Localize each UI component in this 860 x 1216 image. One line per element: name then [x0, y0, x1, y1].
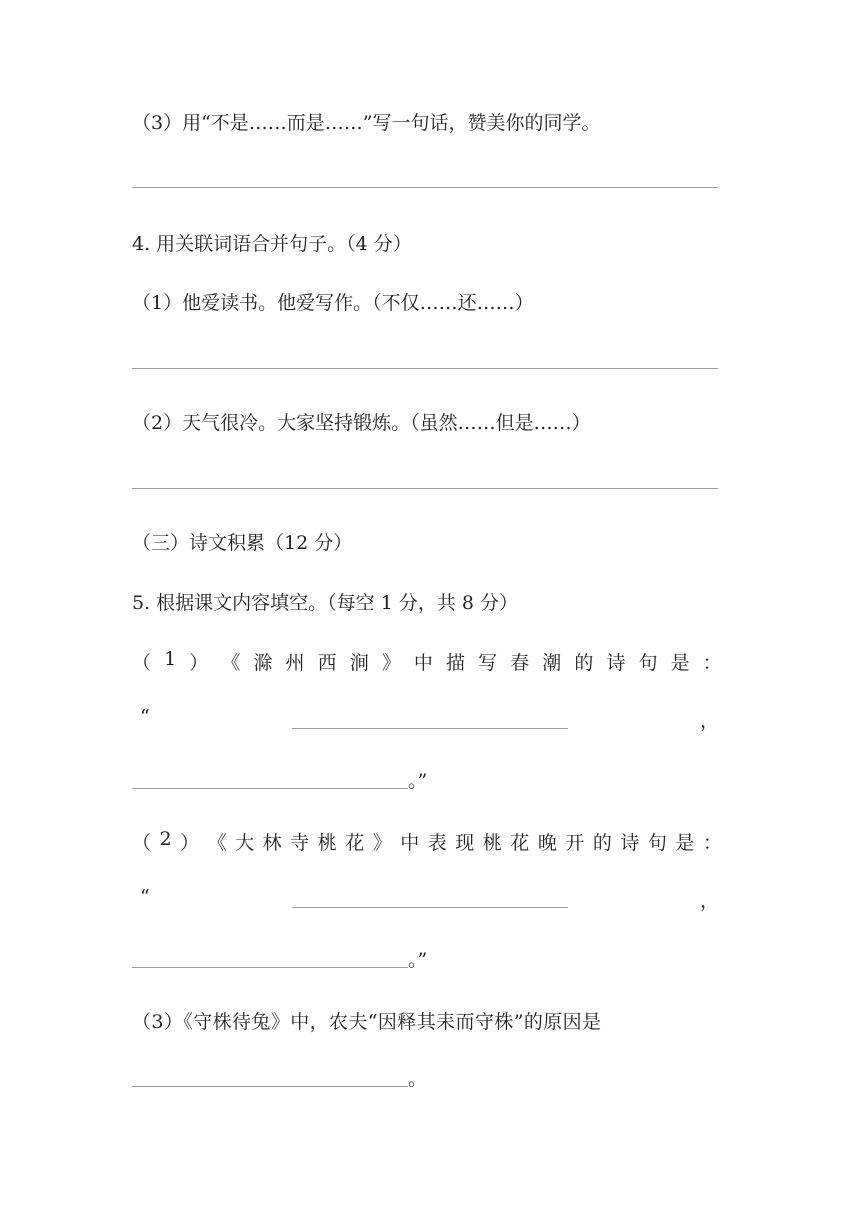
- section-3-title: （三）诗文积累（12 分）: [132, 532, 353, 554]
- answer-line[interactable]: [132, 368, 718, 369]
- question-5-3: （3）《守株待兔》中，农夫“因释其耒而守株”的原因是: [132, 1011, 602, 1033]
- question-4-2: （2）天气很冷。大家坚持锻炼。（虽然……但是……）: [132, 412, 591, 434]
- answer-blank[interactable]: [292, 907, 568, 908]
- question-5-2: （ 2 ） 《 大 林 寺 桃 花 》 中 表 现 桃 花 晚 开 的 诗 句 是 ：: [132, 828, 722, 854]
- open-quote: “: [140, 886, 150, 908]
- question-4-1: （1）他爱读书。他爱写作。（不仅……还……）: [132, 292, 534, 314]
- answer-line[interactable]: [132, 187, 718, 188]
- question-3-3: （3）用“不是……而是……”写一句话，赞美你的同学。: [132, 112, 601, 134]
- answer-line[interactable]: [132, 488, 718, 489]
- comma: ，: [700, 710, 720, 732]
- close-mark: 。”: [408, 949, 428, 971]
- question-4-title: 4. 用关联词语合并句子。（4 分）: [132, 233, 412, 255]
- close-mark: 。”: [408, 770, 428, 792]
- question-5-title: 5. 根据课文内容填空。（每空 1 分，共 8 分）: [132, 592, 519, 614]
- question-5-1: （ 1 ） 《 滁 州 西 涧 》 中 描 写 春 潮 的 诗 句 是 ：: [132, 648, 722, 674]
- answer-blank[interactable]: [132, 788, 408, 789]
- open-quote: “: [140, 706, 150, 728]
- period: 。: [408, 1068, 428, 1090]
- answer-blank[interactable]: [292, 728, 568, 729]
- comma: ，: [700, 890, 720, 912]
- answer-blank[interactable]: [132, 967, 408, 968]
- answer-blank[interactable]: [132, 1086, 408, 1087]
